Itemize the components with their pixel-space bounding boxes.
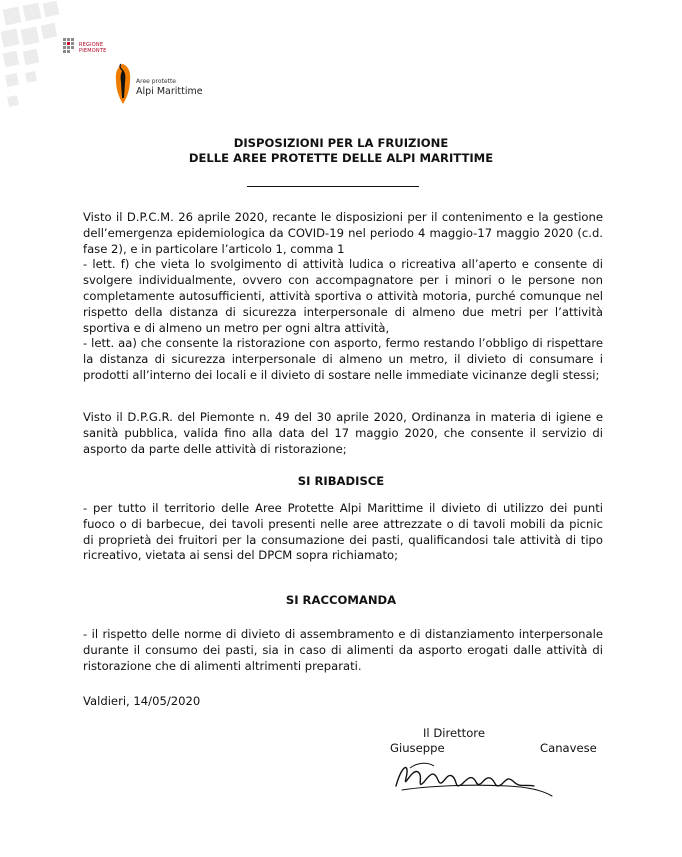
logo-subtitle: Aree protette [136,78,176,85]
premise-section [83,210,603,384]
regione-grid-icon [63,38,77,62]
logo-title: Alpi Marittime [136,86,203,97]
signer-role: Il Direttore [423,726,485,740]
title-separator [247,186,419,187]
paragraph-raccomandazione: - il rispetto delle norme di divieto di assembramento e di distanziamento interpersonale durante il consumo dei pasti, sia in caso di alimenti da asporto erogati dalle attività di ristorazione che di alimenti altrimenti preparati. [83,627,603,673]
corner-decoration [0,0,110,130]
place-date: Valdieri, 14/05/2020 [83,694,201,708]
title-line-2: DELLE AREE PROTETTE DELLE ALPI MARITTIME [188,151,494,165]
signer-last-name: Canavese [540,741,597,755]
paragraph-dpgr: Visto il D.P.G.R. del Piemonte n. 49 del 30 aprile 2020, Ordinanza in materia di igiene e sanità pubblica, valida fino alla data del 17 maggio 2020, che consente il servizio di asporto da parte delle attività di ristorazione; [83,410,603,456]
ibex-emblem-icon [112,62,134,106]
regione-piemonte-logo [63,38,107,66]
title-line-1: DISPOSIZIONI PER LA FRUIZIONE [233,136,449,150]
raccomanda-section [83,627,603,674]
alpi-marittime-logo [112,62,203,110]
document-title [0,136,682,166]
paragraph-lett-f: - lett. f) che vieta lo svolgimento di attività ludica o ricreativa all’aperto e consente di svolgere individualmente, ovvero con accompagnatore per i minori o le persone non completamente autosufficienti, attività sportiva o attività motoria, purché comunque nel rispetto della distanza di sicurezza interpersonale di almeno due metri per l’attività sportiva e di almeno un metro per ogni altra attività, [83,257,603,335]
ribadisce-section [83,501,603,564]
paragraph-divieto: - per tutto il territorio delle Aree Protette Alpi Marittime il divieto di utilizzo dei punti fuoco o di barbecue, dei tavoli presenti nelle aree attrezzate o di tavoli mobili da picnic di proprietà dei fruitori per la consumazione dei pasti, qualificandosi tale attività di tipo ricreativo, vietata ai sensi del DPCM sopra richiamato; [83,501,603,563]
regione-logo-text: REGIONE PIEMONTE [79,42,107,54]
paragraph-lett-aa: - lett. aa) che consente la ristorazione con asporto, fermo restando l’obbligo di rispettare la distanza di sicurezza interpersonale di almeno un metro, il divieto di consumare i prodotti all’interno dei locali e il divieto di sostare nelle immediate vicinanze degli stessi; [83,336,603,382]
handwritten-signature [388,756,558,804]
premise-section-2 [83,410,603,457]
heading-si-ribadisce: SI RIBADISCE [297,474,385,488]
heading-si-raccomanda: SI RACCOMANDA [285,593,397,607]
paragraph-dpcm: Visto il D.P.C.M. 26 aprile 2020, recante le disposizioni per il contenimento e la gestione dell’emergenza epidemiologica da COVID-19 nel periodo 4 maggio-17 maggio 2020 (c.d. fase 2), e in particolare l’articolo 1, comma 1 [83,210,603,256]
signer-first-name: Giuseppe [390,741,445,755]
